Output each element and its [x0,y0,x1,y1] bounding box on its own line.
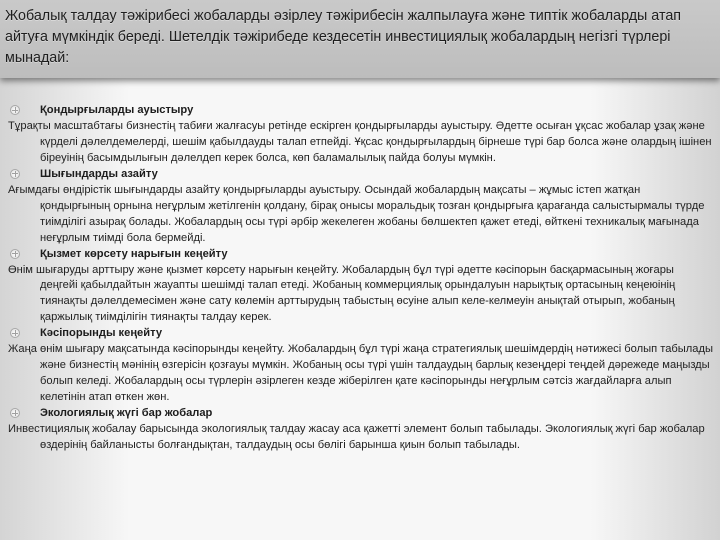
section-heading-text: Қызмет көрсету нарығын кеңейту [40,247,228,260]
section-heading-text: Кәсіпорынды кеңейту [40,327,163,340]
section-heading-text: Қондырғыларды ауыстыру [40,104,194,116]
section-heading-cost-reduction [8,167,713,183]
section-body-equipment-replacement: Тұрақты масштабтағы бизнестің табиғи жалғасуы ретінде ескірген қондырғыларды ауыстыру. Әдетте осыған ұқсас жобалар ұзақ және күрделі дәлелдемелерді, шешім қабылдауды талап етпейді. Ұқсас қондырғылардың бірнеше түрі бар болса және олардың ішінен біреуінің басымдылығын дәлелдеп керек болса, көп баламалылық пайда болуы мүмкін. [8,119,712,164]
section-heading-equipment-replacement [8,103,713,119]
plus-circle-icon [10,408,20,418]
intro-text: Жобалық талдау тәжірибесі жобаларды әзірлеу тәжірибесін жалпылауға және типтік жобаларды атап айтуға мүмкіндік береді. Шетелдік тәжірибеде кездесетін инвестициялық жобалардың негізгі түрлері мынадай: [5,8,682,66]
plus-circle-icon [10,169,20,179]
section-heading-ecological-projects [8,406,713,422]
section-body-ecological-projects: Инвестициялық жобалау барысында экологиялық талдау жасау аса қажетті элемент болып табылады. Экологиялық жүгі бар жобалар өздерінің байланысты болғандықтан, талдаудың осы бөлігі барынша қиын болып табылады. [8,423,705,452]
section-heading-market-expansion [8,247,713,263]
section-body-enterprise-expansion: Жаңа өнім шығару мақсатында кәсіпорынды кеңейту. Жобалардың бұл түрі жаңа стратегиялық шешімдердің нәтижесі болып табылады және бизнестің мәнінің өзгерісін қозғауы мүмкін. Жобаның осы түрі үшін талдаудың барлық кезеңдері теңдей дәрежеде маңызды болып келеді. Жобалардың осы түрлерін әзірлеген кезде жіберілген қате кәсіпорынды неғұрлым сәтсіз жағдайларға алып келетінін атап өткен жөн. [8,343,714,404]
section-body-market-expansion: Өнім шығаруды арттыру және қызмет көрсету нарығын кеңейту. Жобалардың бұл түрі әдетте кәсіпорын басқармасының жоғары деңгейі қабылдайтын жауапты шешімді талап етеді. Жобаның коммерциялық орындалуын нарықтық ортасының кеңеюінің тиянақты дәлелдемесімен және сату көлемін арттырудың табыстың өсуіне алып келе-келмеуін анықтай отырып, жобаның қаржылық тиімділігін тиянақты талдау керек. [8,263,676,324]
section-heading-enterprise-expansion [8,326,713,342]
section-heading-text: Экологиялық жүгі бар жобалар [40,407,213,420]
section-body-cost-reduction: Ағымдағы өндірістік шығындарды азайту қондырғыларды ауыстыру. Осындай жобалардың мақсаты – жұмыс істеп жатқан қондырғының орнына неғұрлым жетілгенін қолдану, бірақ оныcы моральдық тозған қондырғыға қарағанда салыстырмалы түрде тиімділігі азырақ болады. Жобалардың осы түрі әрбір жекелеген жобаны бөлшектеп қажет етеді, өйткені техникалық мағынада неғұрлым тиімді бола бермейді. [8,183,705,244]
section-heading-text: Шығындарды азайту [40,167,158,180]
plus-circle-icon [10,249,20,259]
content-body [8,103,713,454]
plus-circle-icon [10,328,20,338]
plus-circle-icon [10,105,20,115]
header-banner [0,0,720,78]
